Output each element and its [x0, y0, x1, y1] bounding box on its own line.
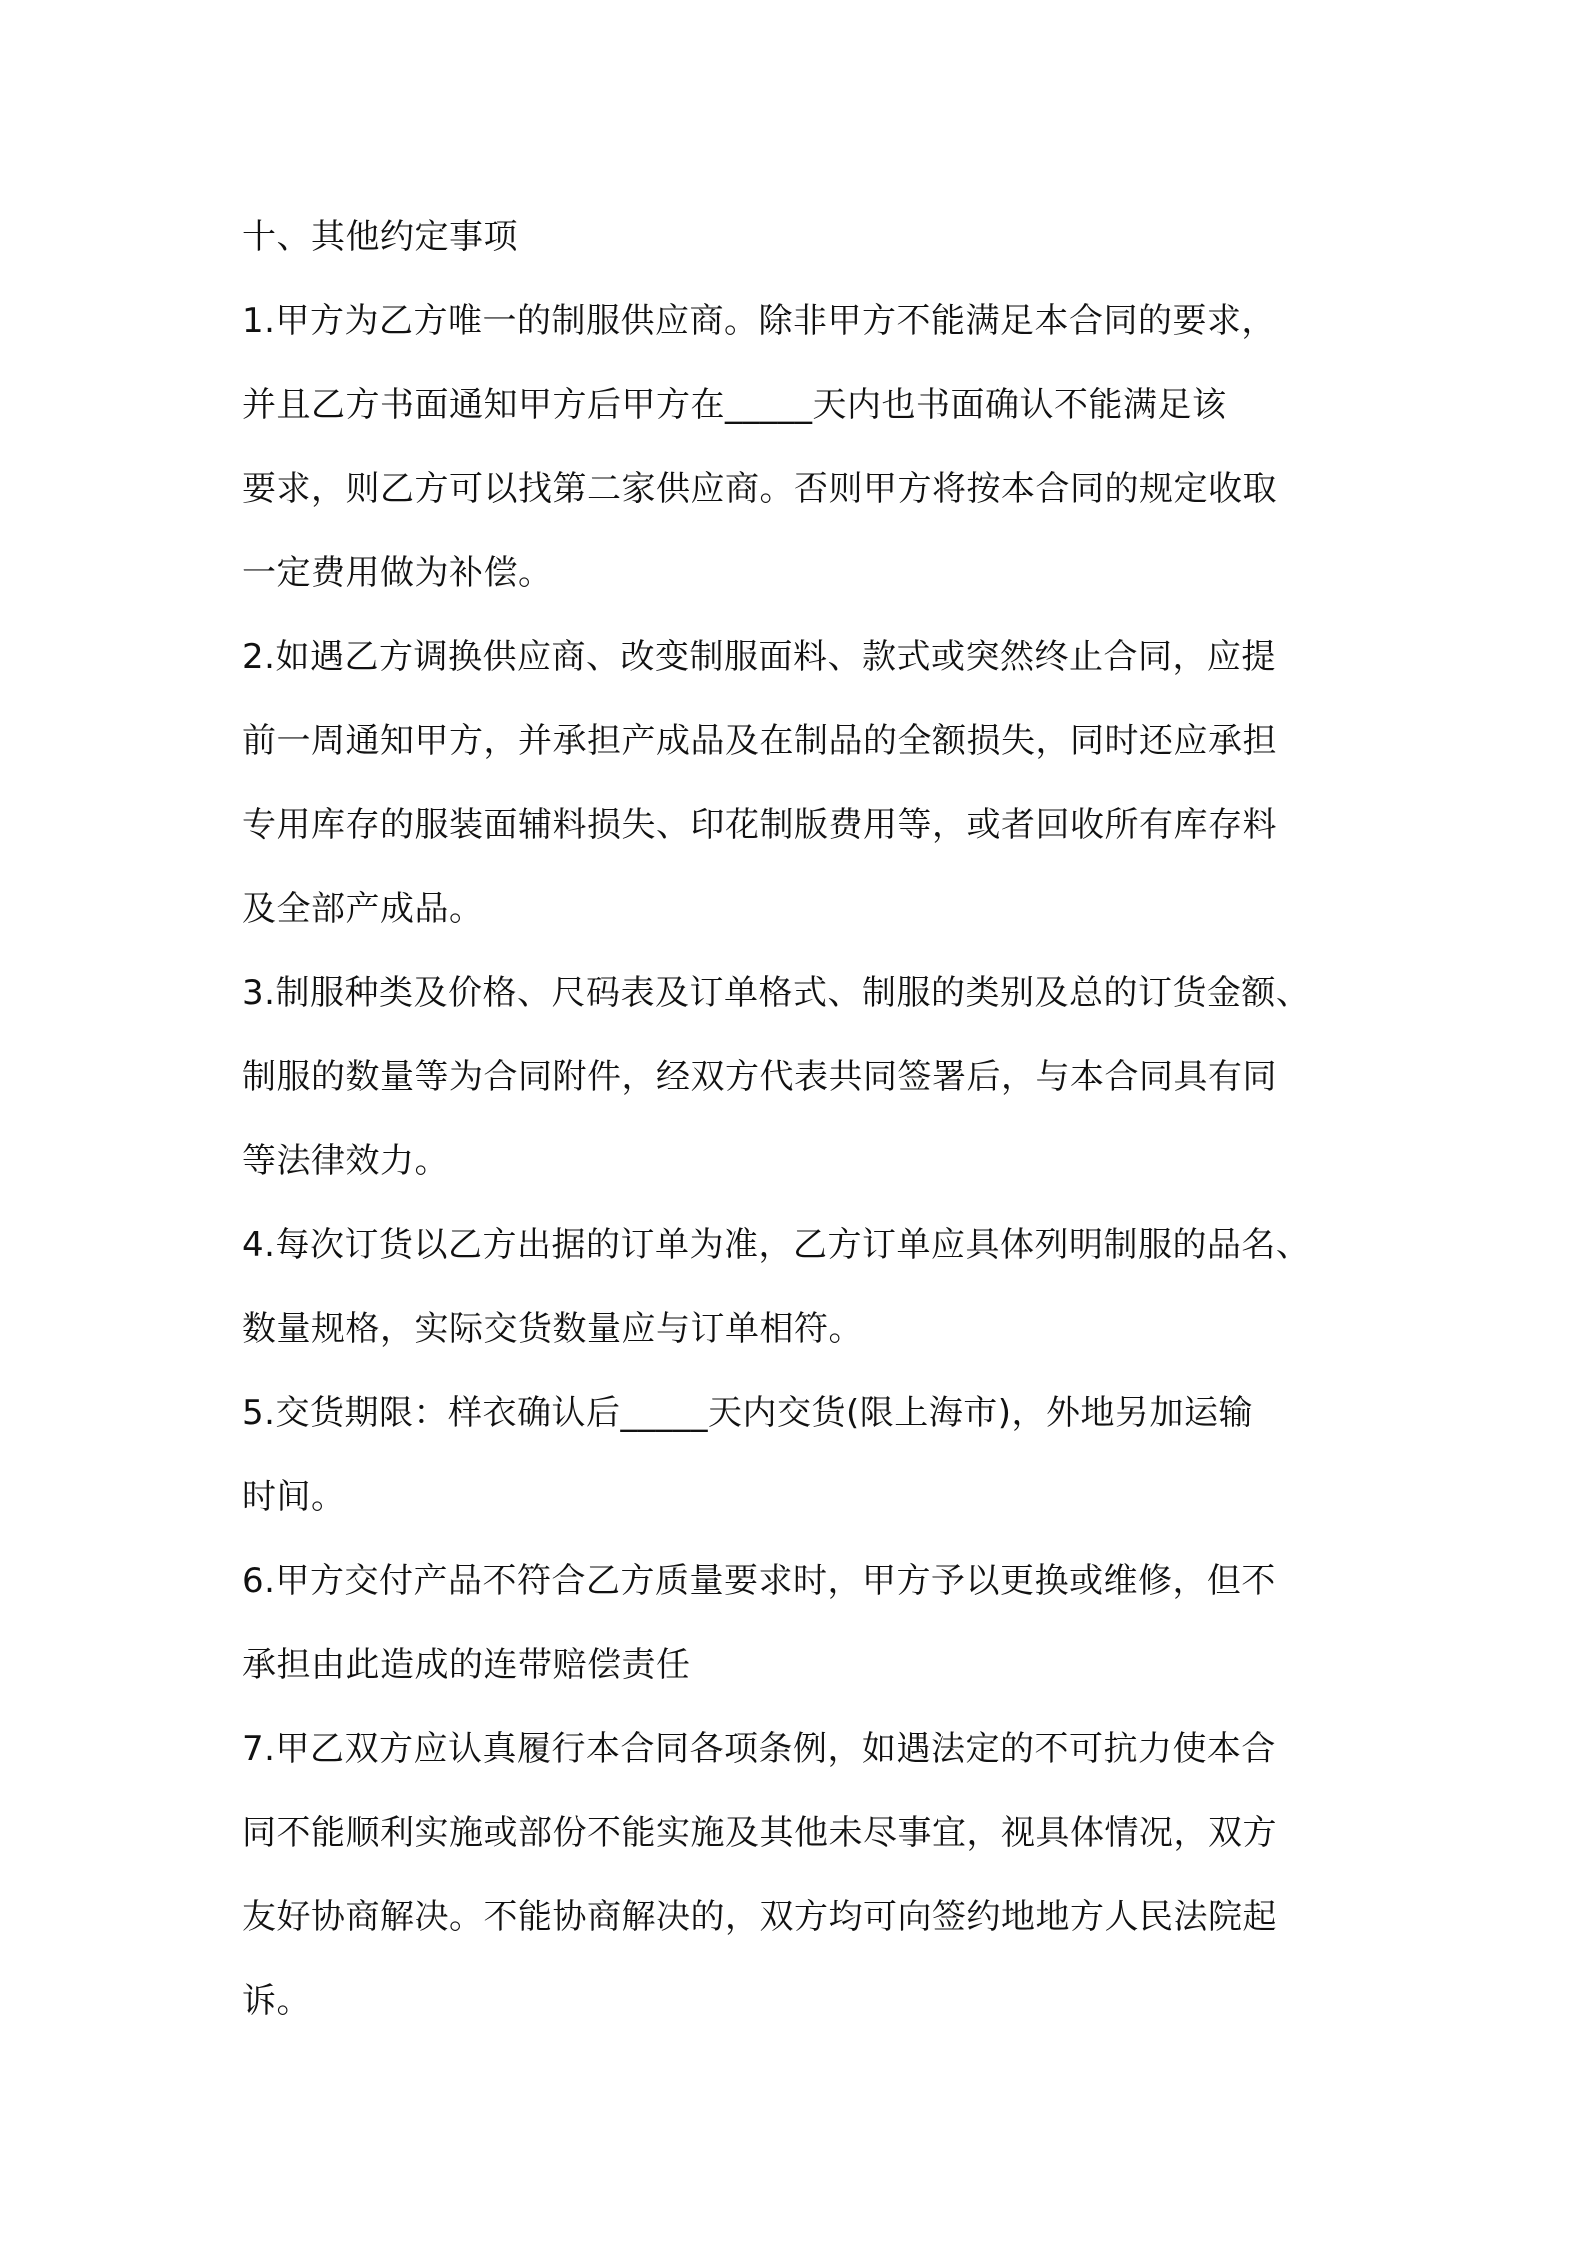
text-line: 1.甲方为乙方唯一的制服供应商。除非甲方不能满足本合同的要求， [242, 301, 1276, 341]
text-line: 3.制服种类及价格、尺码表及订单格式、制服的类别及总的订货金额、 [242, 973, 1311, 1013]
text-line: 制服的数量等为合同附件，经双方代表共同签署后，与本合同具有同 [242, 1057, 1277, 1097]
text-line: 5.交货期限：样衣确认后_____天内交货(限上海市)，外地另加运输 [242, 1393, 1253, 1433]
text-line: 2.如遇乙方调换供应商、改变制服面料、款式或突然终止合同，应提 [242, 637, 1276, 677]
text-line: 友好协商解决。不能协商解决的，双方均可向签约地地方人民法院起 [242, 1897, 1277, 1937]
text-line: 4.每次订货以乙方出据的订单为准，乙方订单应具体列明制服的品名、 [242, 1225, 1311, 1265]
text-line: 7.甲乙双方应认真履行本合同各项条例，如遇法定的不可抗力使本合 [242, 1729, 1276, 1769]
text-line: 数量规格，实际交货数量应与订单相符。 [242, 1309, 863, 1349]
document-body [242, 195, 1372, 2043]
text-line: 前一周通知甲方，并承担产成品及在制品的全额损失，同时还应承担 [242, 721, 1277, 761]
text-line: 一定费用做为补偿。 [242, 553, 553, 593]
text-line: 6.甲方交付产品不符合乙方质量要求时，甲方予以更换或维修，但不 [242, 1561, 1276, 1601]
text-line: 及全部产成品。 [242, 889, 484, 929]
text-line: 诉。 [242, 1981, 311, 2021]
section-heading: 十、其他约定事项 [242, 217, 518, 257]
text-line: 要求，则乙方可以找第二家供应商。否则甲方将按本合同的规定收取 [242, 469, 1277, 509]
text-line: 并且乙方书面通知甲方后甲方在_____天内也书面确认不能满足该 [242, 385, 1227, 425]
text-line: 同不能顺利实施或部份不能实施及其他未尽事宜，视具体情况，双方 [242, 1813, 1277, 1853]
text-line: 等法律效力。 [242, 1141, 449, 1181]
text-line: 专用库存的服装面辅料损失、印花制版费用等，或者回收所有库存料 [242, 805, 1277, 845]
text-line: 承担由此造成的连带赔偿责任 [242, 1645, 691, 1685]
text-line: 时间。 [242, 1477, 346, 1517]
